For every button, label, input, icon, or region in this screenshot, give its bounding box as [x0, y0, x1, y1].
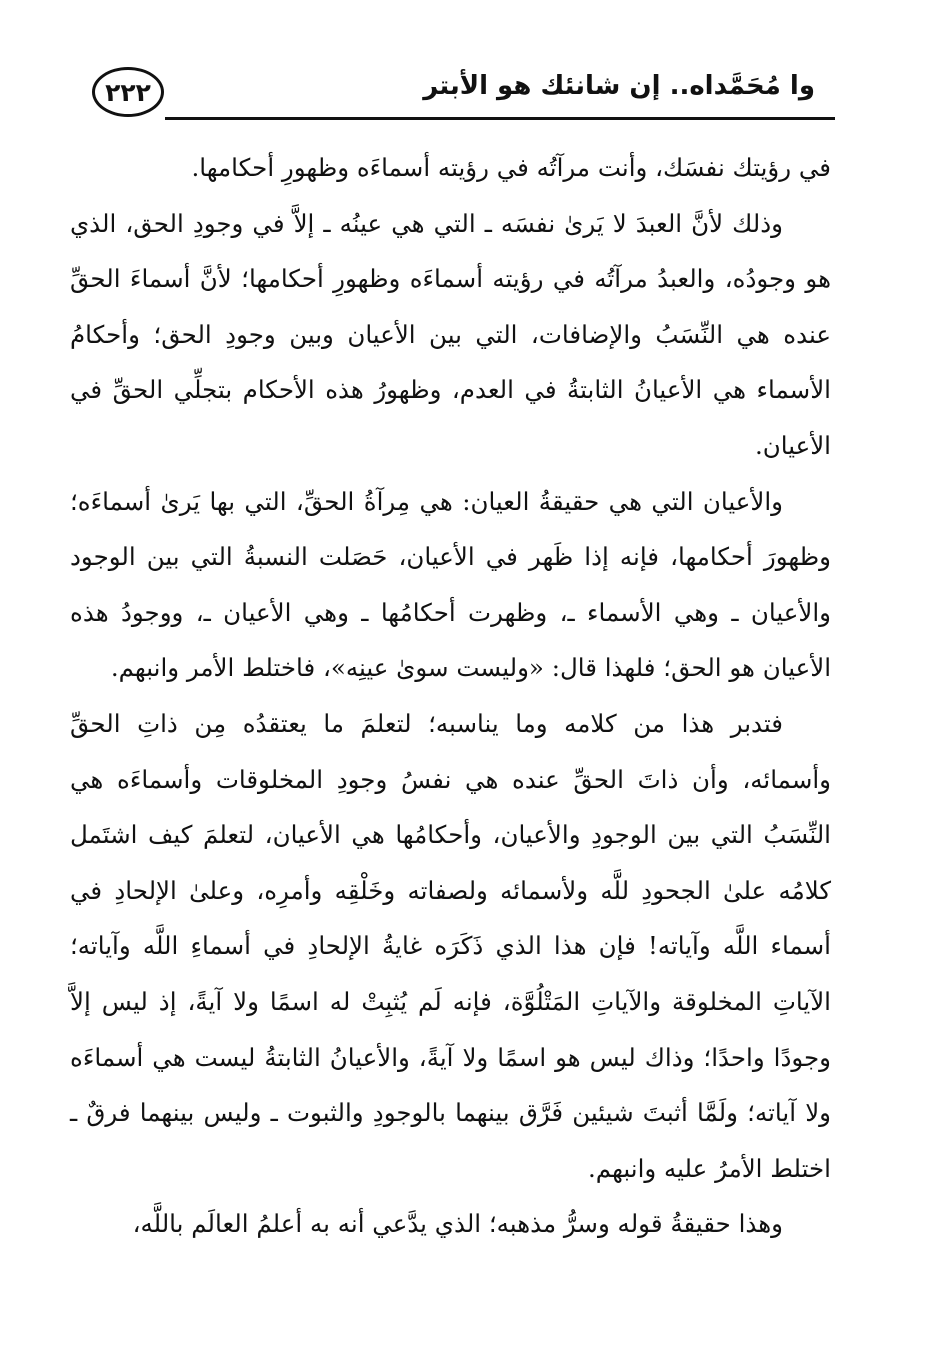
- running-title: وا مُحَمَّداه.. إن شانئك هو الأبتر: [423, 71, 815, 101]
- paragraph: وهذا حقيقةُ قوله وسرُّ مذهبه؛ الذي يدَّعي أنه به أعلمُ العالَم باللَّه،: [132, 1209, 783, 1239]
- page-number-text: ٢٢٢: [105, 77, 151, 107]
- paragraph: والأعيان التي هي حقيقةُ العيان: هي مِرآةُ الحقِّ، التي بها يَرىٰ أسماءَه؛ وظهورَ أحكامها، فإنه إذا ظَهر في الأعيان، حَصَلت النسبةُ التي بين الوجود والأعيان ـ وهي الأسماء ـ، وظهرت أحكامُها ـ وهي الأعيان ـ، ووجودُ هذه الأعيان هو الحق؛ فلهذا قال: «وليست سوىٰ عينِه»، فاختلط الأمر وانبهم.: [70, 486, 831, 683]
- page-header: [90, 45, 835, 125]
- page-number: [92, 67, 164, 117]
- header-rule: [165, 117, 835, 120]
- paragraph: وذلك لأنَّ العبدَ لا يَرىٰ نفسَه ـ التي هي عينُه ـ إلاَّ في وجودِ الحق، الذي هو وجودُه، والعبدُ مرآتُه في رؤيته أسماءَه وظهورِ أحكامها؛ لأنَّ أسماءَ الحقِّ عنده هي النِّسَبُ والإضافات، التي بين الأعيان وبين وجودِ الحق؛ وأحكامُ الأسماء هي الأعيانُ الثابتةُ في العدم، وظهورُ هذه الأحكام بتجلِّي الحقِّ في الأعيان.: [70, 208, 831, 460]
- paragraph: فتدبر هذا من كلامه وما يناسبه؛ لتعلمَ ما يعتقدُه مِن ذاتِ الحقِّ وأسمائه، وأن ذاتَ الحقِّ عنده هي نفسُ وجودِ المخلوقات وأسماءَه هي النِّسَبُ التي بين الوجودِ والأعيان، وأحكامُها هي الأعيان، لتعلمَ كيف اشتَمل كلامُه علىٰ الجحودِ للَّه ولأسمائه ولصفاته وخَلْقِه وأمرِه، وعلىٰ الإلحادِ في أسماء اللَّه وآياته! فإن هذا الذي ذَكَرَه غايةُ الإلحادِ في أسماءِ اللَّه وآياته؛ الآياتِ المخلوقة والآياتِ المَتْلُوَّة، فإنه لَم يُثبِتْ له اسمًا ولا آيةً، إذ ليس إلاَّ وجودًا واحدًا؛ وذاك ليس هو اسمًا ولا آيةً، والأعيانُ الثابتةُ ليست هي أسماءَه ولا آياته؛ ولَمَّا أثبتَ شيئين فَرَّق بينهما بالوجودِ والثبوت ـ وليس بينهما فرقٌ ـ اختلط الأمرُ عليه وانبهم.: [70, 708, 831, 1183]
- body-text: [70, 140, 831, 1252]
- paragraph: في رؤيتك نفسَك، وأنت مرآتُه في رؤيته أسماءَه وظهورِ أحكامها.: [191, 153, 831, 182]
